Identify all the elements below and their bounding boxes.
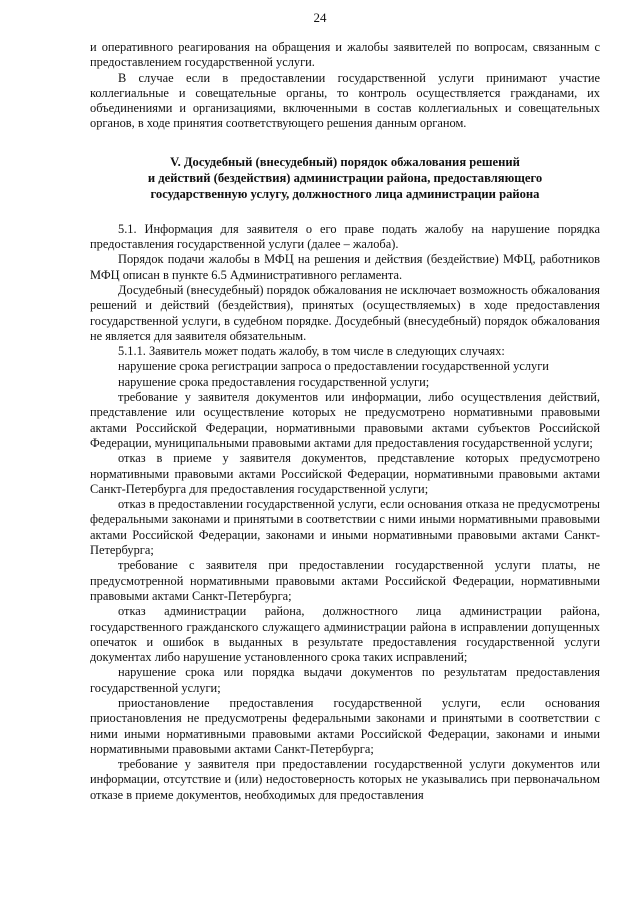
list-item-suspension: приостановление предоставления государственной услуги, если основания приостановления не предусмотрены федеральными законами и принятыми в соответствии с ними иными нормативными правовыми актами Российской Федерации, законами и иными нормативными правовыми актами Санкт-Петербурга; xyxy=(90,695,600,756)
paragraph-5-1-1: 5.1.1. Заявитель может подать жалобу, в том числе в следующих случаях: xyxy=(118,344,505,359)
intro-paragraph-collegial-bodies: В случае если в предоставлении государственной услуги принимают участие коллегиальные и совещательные органы, то контроль осуществляется гражданами, их объединениями и организациями, включенными в состав коллегиальных и совещательных органов, в ходе принятия соответствующего решения данным органом. xyxy=(90,70,600,131)
paragraph-mfc-complaint-procedure: Порядок подачи жалобы в МФЦ на решения и действия (бездействие) МФЦ, работников МФЦ описан в пункте 6.5 Административного регламента. xyxy=(90,252,600,282)
paragraph-5-1: 5.1. Информация для заявителя о его праве подать жалобу на нарушение порядка предоставления государственной услуги (далее – жалоба). xyxy=(90,221,600,252)
list-item-unlawful-fee: требование с заявителя при предоставлении государственной услуги платы, не предусмотренной нормативными правовыми актами Российской Федерации, нормативными правовыми актами Санкт-Петербурга; xyxy=(90,558,600,603)
list-item-undisclosed-documents: требование у заявителя при предоставлении государственной услуги документов или информации, отсутствие и (или) недостоверность которых не указывались при первоначальном отказе в приеме документов, необходимых для предоставления xyxy=(90,757,600,802)
list-item-service-deadline: нарушение срока предоставления государственной услуги; xyxy=(118,374,430,389)
document-body xyxy=(90,40,600,803)
list-item-registration-deadline: нарушение срока регистрации запроса о предоставлении государственной услуги xyxy=(118,359,549,374)
list-item-refusal-of-service: отказ в предоставлении государственной услуги, если основания отказа не предусмотрены федеральными законами и принятыми в соответствии с ними иными нормативными правовыми актами Российской Федерации, законами и иными нормативными правовыми актами Санкт-Петербурга; xyxy=(90,497,600,558)
paragraph-pretrial-procedure: Досудебный (внесудебный) порядок обжалования не исключает возможность обжалования решений и действий (бездействия), принятых (осуществляемых) в ходе предоставления государственной услуги, в судебном порядке. Досудебный (внесудебный) порядок обжалования не является для заявителя обязательным. xyxy=(90,282,600,343)
list-item-issuance-deadline: нарушение срока или порядка выдачи документов по результатам предоставления государственной услуги; xyxy=(90,665,600,695)
section-heading-line-2: и действий (бездействия) администрации района, предоставляющего xyxy=(147,170,543,185)
list-item-excess-documents: требование у заявителя документов или информации, либо осуществления действий, представление или осуществление которых не предусмотрено нормативными правовыми актами Российской Федерации, нормативными правовыми актами субъектов Российской Федерации, муниципальными правовыми актами для предоставления государственной услуги; xyxy=(90,390,600,450)
section-heading xyxy=(90,154,600,202)
intro-paragraph-continuation: и оперативного реагирования на обращения и жалобы заявителей по вопросам, связанным с предоставлением государственной услуги. xyxy=(90,40,600,70)
list-item-refusal-to-accept: отказ в приеме у заявителя документов, представление которых предусмотрено нормативными правовыми актами Российской Федерации, нормативными правовыми актами Санкт-Петербурга для предоставления государственной услуги; xyxy=(90,451,600,496)
page-number: 24 xyxy=(313,10,327,25)
section-heading-line-3: государственную услугу, должностного лица администрации района xyxy=(150,186,540,201)
section-heading-line-1: V. Досудебный (внесудебный) порядок обжалования решений xyxy=(170,154,520,169)
list-item-correction-refusal: отказ администрации района, должностного лица администрации района, государственного гражданского служащего администрации района в исправлении допущенных опечаток и ошибок в выданных в результате предоставления государственной услуги документах либо нарушение установленного срока таких исправлений; xyxy=(90,604,600,665)
